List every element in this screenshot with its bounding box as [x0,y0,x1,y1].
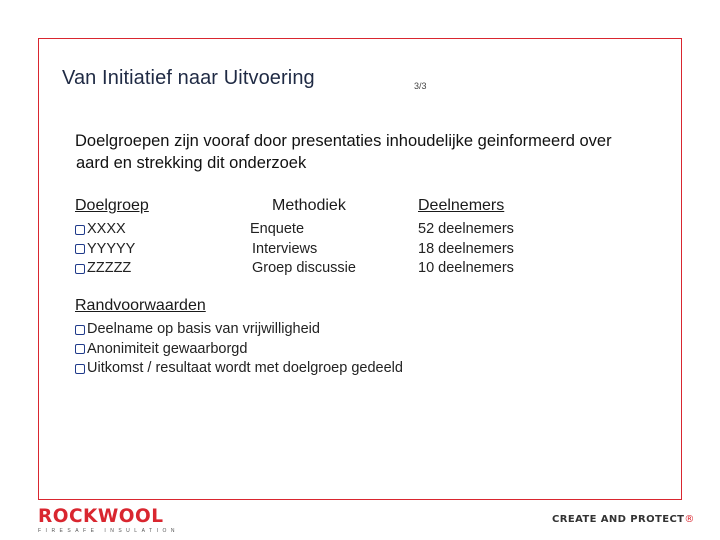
registered-mark: ® [684,514,695,525]
list-item: 18 deelnemers [418,240,514,257]
checkbox-bullet-icon [75,225,85,235]
list-item-label: Anonimiteit gewaarborgd [87,340,248,357]
slide-title: Van Initiatief naar Uitvoering [62,67,315,89]
list-item: 52 deelnemers [418,221,514,237]
intro-line-2: aard en strekking dit onderzoek [76,154,307,172]
column-heading-methodiek: Methodiek [272,197,346,214]
rockwool-logo [38,507,179,534]
list-item: Enquete [250,221,305,237]
checkbox-bullet-icon [75,264,85,274]
list-item [75,220,149,240]
checkbox-bullet-icon [75,364,85,374]
checkbox-bullet-icon [75,244,85,254]
list-item-label: YYYYY [87,240,136,257]
list-item: Groep discussie [252,260,356,276]
column-heading-doelgroep: Doelgroep [75,197,149,214]
list-item [75,259,149,279]
slogan-text: CREATE AND PROTECT [552,514,685,525]
page-number: 3/3 [414,81,427,91]
list-item [75,240,149,260]
list-item [75,340,403,360]
column-deelnemers [418,196,514,279]
randvoorwaarden-section [75,296,403,379]
list-item: Interviews [252,240,318,257]
logo-tagline: FIRESAFE INSULATION [38,528,179,534]
randvoorwaarden-heading: Randvoorwaarden [75,297,206,314]
list-item-label: ZZZZZ [87,260,132,276]
list-item-label: Uitkomst / resultaat wordt met doelgroep gedeeld [87,360,403,376]
intro-text [75,130,675,174]
column-doelgroep [75,196,149,279]
list-item: 10 deelnemers [418,260,514,276]
checkbox-bullet-icon [75,325,85,335]
list-item-label: XXXX [87,221,126,237]
list-item-label: Deelname op basis van vrijwilligheid [87,321,320,337]
column-methodiek [250,196,356,279]
intro-line-1: Doelgroepen zijn vooraf door presentaties inhoudelijke geinformeerd over [75,132,612,150]
checkbox-bullet-icon [75,344,85,354]
footer-slogan [552,514,695,525]
logo-wordmark: ROCKWOOL [38,506,164,527]
list-item [75,320,403,340]
column-heading-deelnemers: Deelnemers [418,197,505,214]
list-item [75,359,403,379]
